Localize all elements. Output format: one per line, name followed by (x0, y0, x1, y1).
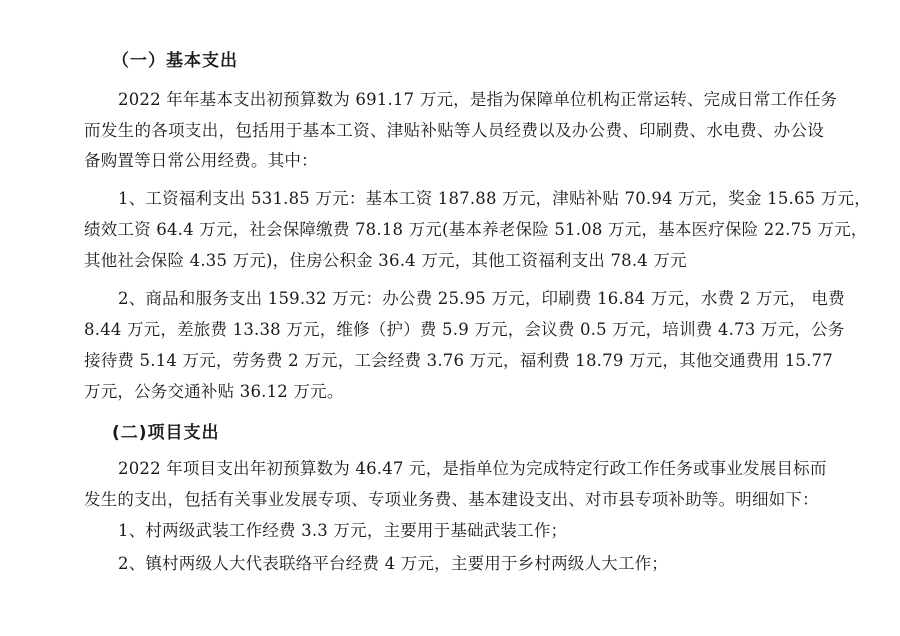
paragraph-line: 2022 年年基本支出初预算数为 691.17 万元，是指为保障单位机构正常运转、完成日常工作任务 (118, 90, 838, 109)
list-item-line: 接待费 5.14 万元，劳务费 2 万元，工会经费 3.76 万元，福利费 18.79 万元，其他交通费用 15.77 (84, 351, 833, 370)
paragraph-line: 备购置等日常公用经费。其中： (84, 151, 318, 170)
paragraph-line: 而发生的各项支出，包括用于基本工资、津贴补贴等人员经费以及办公费、印刷费、水电费、办公设 (84, 121, 824, 140)
paragraph-line: 2022 年项目支出年初预算数为 46.47 元，是指单位为完成特定行政工作任务或事业发展目标而 (118, 459, 827, 478)
paragraph-line: 发生的支出，包括有关事业发展专项、专项业务费、基本建设支出、对市县专项补助等。明细如下： (84, 490, 819, 509)
list-item-line: 8.44 万元，差旅费 13.38 万元，维修（护）费 5.9 万元，会议费 0.5 万元，培训费 4.73 万元，公务 (84, 320, 845, 339)
list-item-line: 2、镇村两级人大代表联络平台经费 4 万元，主要用于乡村两级人大工作； (118, 554, 668, 573)
list-item-line: 1、工资福利支出 531.85 万元：基本工资 187.88 万元，津贴补贴 70.94 万元，奖金 15.65 万元， (118, 189, 871, 208)
section-heading-project-expenditure: (二)项目支出 (112, 423, 220, 443)
list-item-line: 其他社会保险 4.35 万元)，住房公积金 36.4 万元，其他工资福利支出 78.4 万元 (84, 251, 687, 270)
section-heading-basic-expenditure: （一）基本支出 (112, 51, 238, 71)
list-item-line: 万元，公务交通补贴 36.12 万元。 (84, 382, 344, 401)
list-item-line: 1、村两级武装工作经费 3.3 万元，主要用于基础武装工作； (118, 521, 568, 540)
list-item-line: 2、商品和服务支出 159.32 万元：办公费 25.95 万元，印刷费 16.84 万元，水费 2 万元， 电费 (118, 289, 845, 308)
list-item-line: 绩效工资 64.4 万元，社会保障缴费 78.18 万元(基本养老保险 51.08 万元，基本医疗保险 22.75 万元， (84, 220, 868, 239)
